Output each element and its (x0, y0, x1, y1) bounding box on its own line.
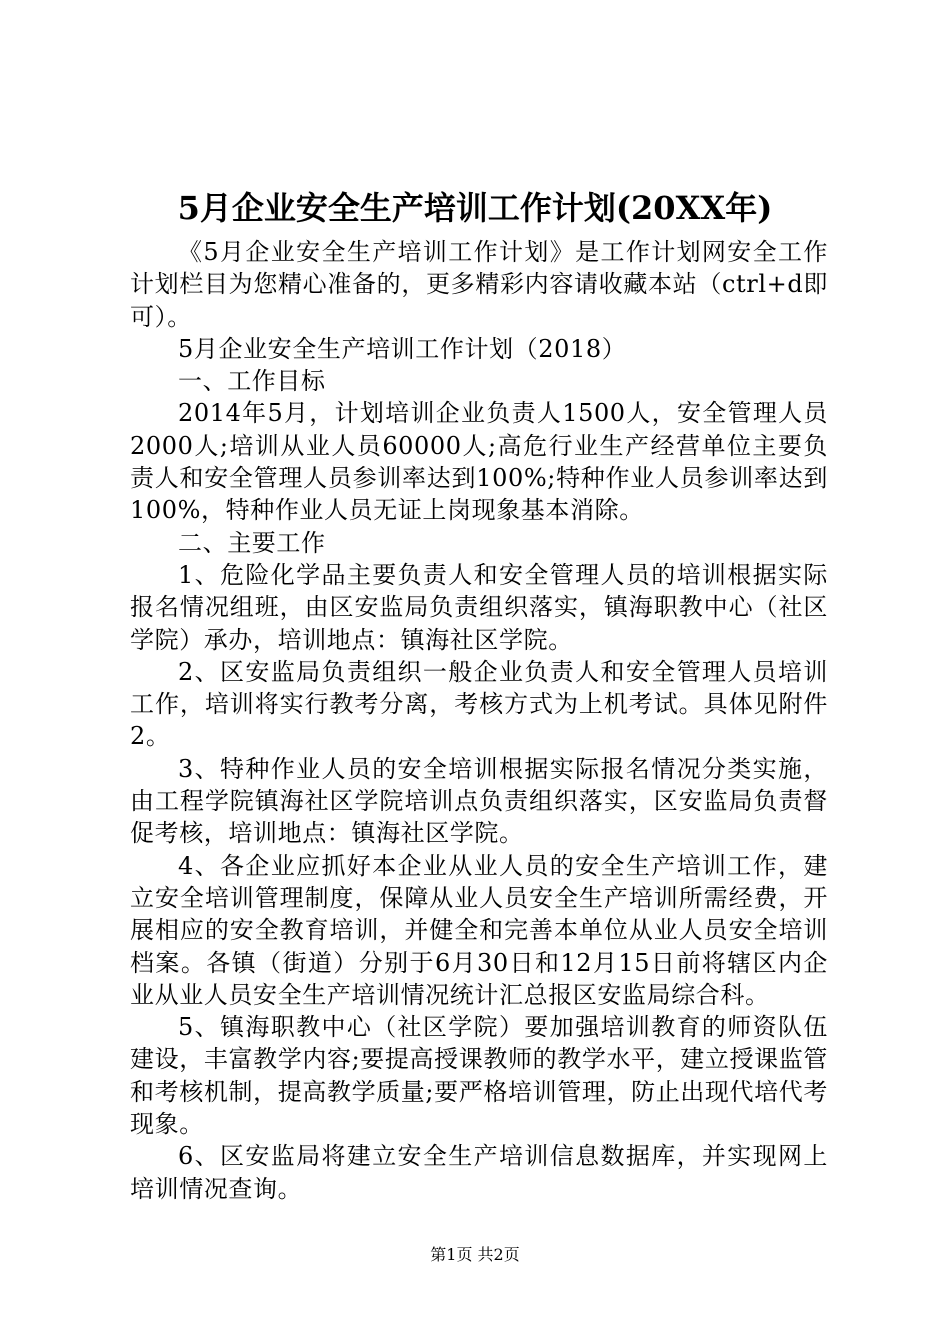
work-item-1: 1、危险化学品主要负责人和安全管理人员的培训根据实际报名情况组班，由区安监局负责组织落实，镇海职教中心（社区学院）承办，培训地点：镇海社区学院。 (130, 560, 828, 654)
document-body (130, 236, 828, 1205)
work-item-4: 4、各企业应抓好本企业从业人员的安全生产培训工作，建立安全培训管理制度，保障从业人员安全生产培训所需经费，开展相应的安全教育培训，并健全和完善本单位从业人员安全培训档案。各镇（街道）分别于6月30日和12月15日前将辖区内企业从业人员安全生产培训情况统计汇总报区安监局综合科。 (130, 851, 828, 1009)
intro-paragraph: 《5月企业安全生产培训工作计划》是工作计划网安全工作计划栏目为您精心准备的，更多精彩内容请收藏本站（ctrl+d即可）。 (130, 238, 828, 331)
work-item-2: 2、区安监局负责组织一般企业负责人和安全管理人员培训工作，培训将实行教考分离，考核方式为上机考试。具体见附件2。 (130, 657, 828, 751)
work-item-3: 3、特种作业人员的安全培训根据实际报名情况分类实施，由工程学院镇海社区学院培训点负责组织落实，区安监局负责督促考核，培训地点：镇海社区学院。 (130, 754, 828, 848)
page-footer: 第1页 共2页 (430, 1245, 520, 1264)
section-heading-goals: 一、工作目标 (178, 367, 326, 396)
section-heading-main-work: 二、主要工作 (178, 528, 326, 557)
work-item-5: 5、镇海职教中心（社区学院）要加强培训教育的师资队伍建设，丰富教学内容;要提高授课教师的教学水平，建立授课监管和考核机制，提高教学质量;要严格培训管理，防止出现代培代考现象。 (130, 1013, 828, 1139)
work-item-6: 6、区安监局将建立安全生产培训信息数据库，并实现网上培训情况查询。 (130, 1142, 828, 1203)
plan-subtitle: 5月企业安全生产培训工作计划（2018） (178, 334, 627, 363)
document-title: 5月企业安全生产培训工作计划(20XX年) (177, 189, 773, 227)
goals-paragraph: 2014年5月，计划培训企业负责人1500人，安全管理人员2000人;培训从业人员60000人;高危行业生产经营单位主要负责人和安全管理人员参训率达到100%;特种作业人员参训率达到100%，特种作业人员无证上岗现象基本消除。 (130, 399, 828, 525)
